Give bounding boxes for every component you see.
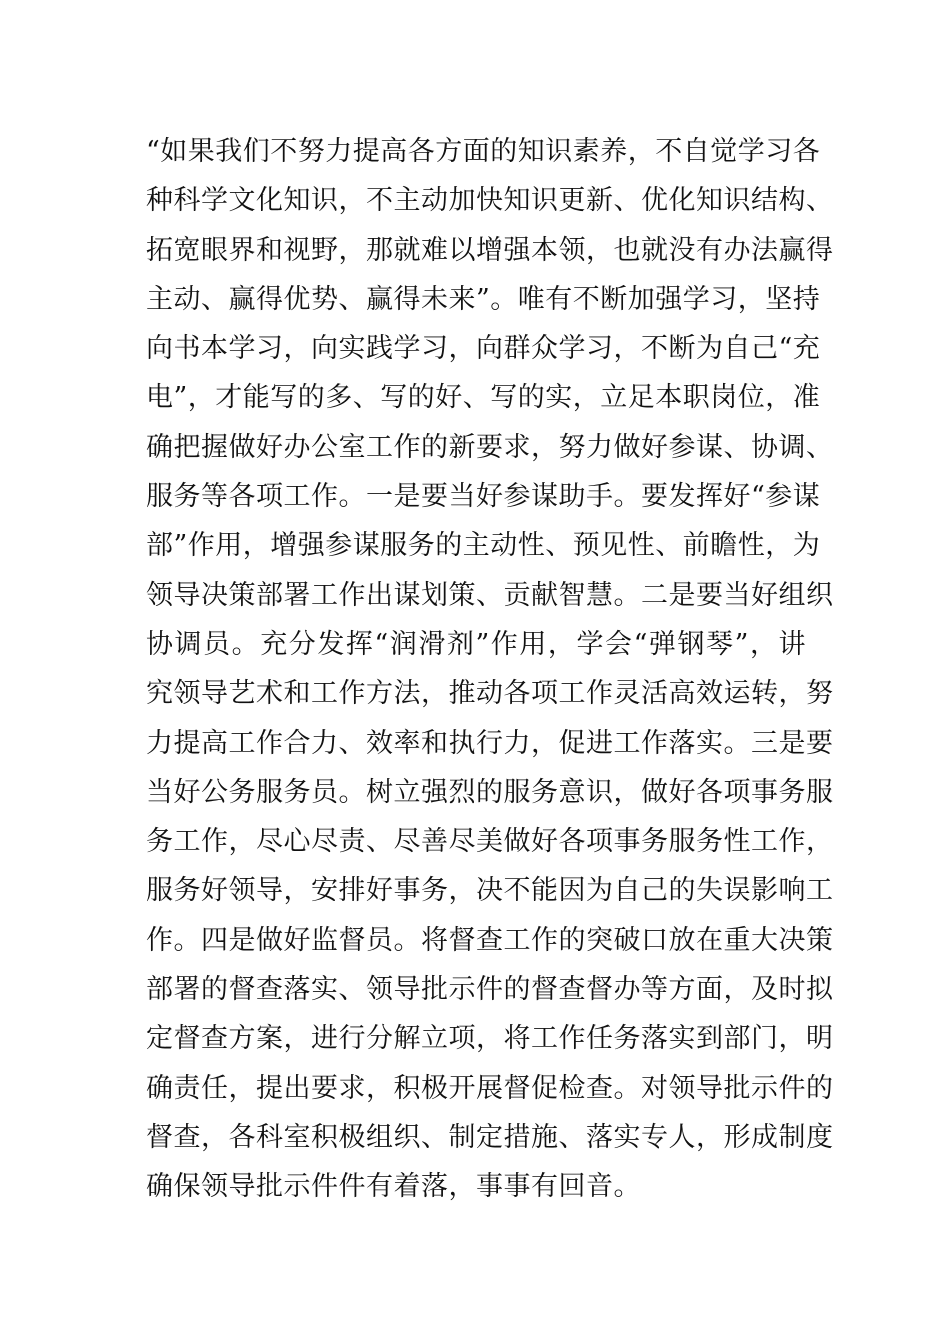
text-line: 定督查方案，进行分解立项，将工作任务落实到部门，明 — [146, 1023, 834, 1055]
text-line: 主动、赢得优势、赢得未来”。唯有不断加强学习，坚持 — [146, 283, 821, 315]
text-line: 服务好领导，安排好事务，决不能因为自己的失误影响工 — [146, 875, 834, 907]
text-line: 作。四是做好监督员。将督查工作的突破口放在重大决策 — [146, 924, 834, 956]
text-line: 督查，各科室积极组织、制定措施、落实专人，形成制度 — [146, 1121, 834, 1153]
text-line: 部”作用，增强参谋服务的主动性、预见性、前瞻性，为 — [146, 530, 821, 562]
text-line: 务工作，尽心尽责、尽善尽美做好各项事务服务性工作， — [146, 826, 834, 858]
text-line: 究领导艺术和工作方法，推动各项工作灵活高效运转，努 — [146, 678, 834, 710]
text-line: 服务等各项工作。一是要当好参谋助手。要发挥好“参谋 — [146, 481, 821, 513]
text-line: 电”，才能写的多、写的好、写的实，立足本职岗位，准 — [146, 382, 821, 414]
text-line: 确保领导批示件件有着落，事事有回音。 — [146, 1171, 641, 1203]
text-line: 领导决策部署工作出谋划策、贡献智慧。二是要当好组织 — [146, 579, 834, 611]
text-line: 部署的督查落实、领导批示件的督查督办等方面，及时拟 — [146, 974, 834, 1006]
text-line: “如果我们不努力提高各方面的知识素养，不自觉学习各 — [146, 136, 821, 167]
text-line: 确把握做好办公室工作的新要求，努力做好参谋、协调、 — [146, 431, 834, 463]
text-line: 当好公务服务员。树立强烈的服务意识，做好各项事务服 — [146, 776, 834, 808]
text-line: 拓宽眼界和视野，那就难以增强本领，也就没有办法赢得 — [146, 234, 834, 266]
body-paragraph — [146, 127, 834, 1212]
text-line: 种科学文化知识，不主动加快知识更新、优化知识结构、 — [146, 185, 834, 217]
text-line: 确责任，提出要求，积极开展督促检查。对领导批示件的 — [146, 1072, 834, 1104]
text-line: 协调员。充分发挥“润滑剂”作用，学会“弹钢琴”，讲 — [146, 628, 806, 660]
text-line: 力提高工作合力、效率和执行力，促进工作落实。三是要 — [146, 727, 834, 759]
text-line: 向书本学习，向实践学习，向群众学习，不断为自己“充 — [146, 333, 821, 365]
